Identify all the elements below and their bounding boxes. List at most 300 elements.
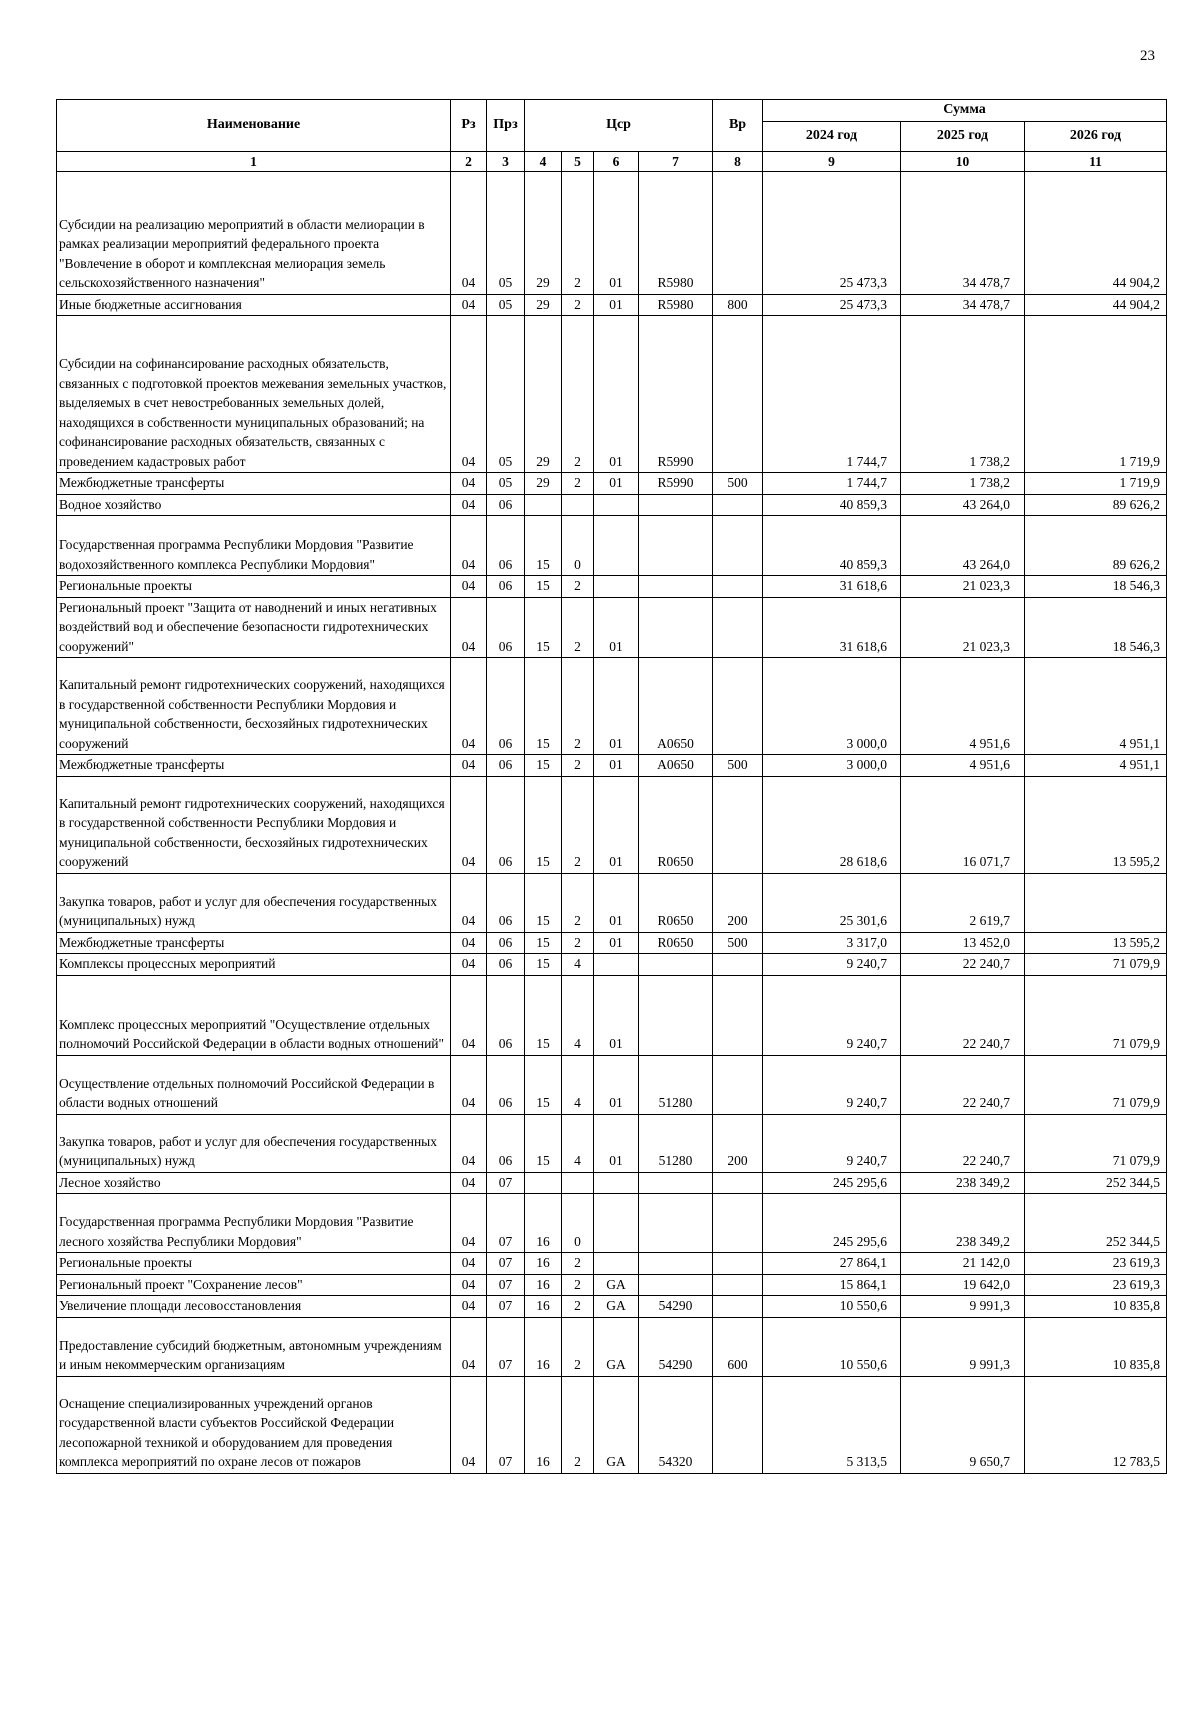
row-prz: 07 bbox=[487, 1376, 525, 1473]
row-csr-4 bbox=[639, 1274, 713, 1296]
row-rz: 04 bbox=[451, 932, 487, 954]
row-csr-2: 2 bbox=[562, 1296, 594, 1318]
row-csr-4 bbox=[639, 1172, 713, 1194]
row-csr-1: 15 bbox=[525, 658, 562, 755]
row-rz: 04 bbox=[451, 658, 487, 755]
row-csr-1: 16 bbox=[525, 1274, 562, 1296]
row-sum-2026: 89 626,2 bbox=[1025, 494, 1167, 516]
row-name: Субсидии на реализацию мероприятий в области мелиорации в рамках реализации мероприятий федерального проекта "Вовлечение в оборот и комплексная мелиорация земель сельскохозяйственного назначения" bbox=[57, 171, 451, 294]
row-sum-2025: 238 349,2 bbox=[901, 1172, 1025, 1194]
row-csr-2: 2 bbox=[562, 316, 594, 473]
row-name: Региональный проект "Сохранение лесов" bbox=[57, 1274, 451, 1296]
row-name: Закупка товаров, работ и услуг для обеспечения государственных (муниципальных) нужд bbox=[57, 1114, 451, 1172]
row-csr-4: 54290 bbox=[639, 1296, 713, 1318]
row-csr-1: 15 bbox=[525, 932, 562, 954]
table-row bbox=[57, 576, 1167, 598]
row-sum-2026: 23 619,3 bbox=[1025, 1274, 1167, 1296]
row-sum-2025: 1 738,2 bbox=[901, 473, 1025, 495]
row-sum-2026: 10 835,8 bbox=[1025, 1296, 1167, 1318]
row-sum-2024: 9 240,7 bbox=[763, 1114, 901, 1172]
column-number: 9 bbox=[763, 151, 901, 171]
row-vr bbox=[713, 316, 763, 473]
row-prz: 06 bbox=[487, 975, 525, 1055]
row-rz: 04 bbox=[451, 1376, 487, 1473]
row-sum-2024: 245 295,6 bbox=[763, 1172, 901, 1194]
row-prz: 06 bbox=[487, 1114, 525, 1172]
row-name: Капитальный ремонт гидротехнических сооружений, находящихся в государственной собственности Республики Мордовия и муниципальной собственности, бесхозяйных гидротехнических сооружений bbox=[57, 776, 451, 873]
row-sum-2024: 28 618,6 bbox=[763, 776, 901, 873]
table-row bbox=[57, 975, 1167, 1055]
row-name: Комплексы процессных мероприятий bbox=[57, 954, 451, 976]
row-vr: 500 bbox=[713, 755, 763, 777]
table-row bbox=[57, 658, 1167, 755]
row-sum-2025: 19 642,0 bbox=[901, 1274, 1025, 1296]
row-sum-2025: 22 240,7 bbox=[901, 954, 1025, 976]
row-name: Межбюджетные трансферты bbox=[57, 755, 451, 777]
row-prz: 07 bbox=[487, 1194, 525, 1253]
row-name: Закупка товаров, работ и услуг для обеспечения государственных (муниципальных) нужд bbox=[57, 873, 451, 932]
table-row bbox=[57, 494, 1167, 516]
row-vr bbox=[713, 1296, 763, 1318]
row-name: Межбюджетные трансферты bbox=[57, 473, 451, 495]
row-csr-1: 15 bbox=[525, 755, 562, 777]
row-csr-1: 29 bbox=[525, 473, 562, 495]
row-sum-2026: 71 079,9 bbox=[1025, 1055, 1167, 1114]
row-rz: 04 bbox=[451, 1172, 487, 1194]
table-row bbox=[57, 1114, 1167, 1172]
table-row bbox=[57, 776, 1167, 873]
row-csr-1: 15 bbox=[525, 975, 562, 1055]
row-vr: 200 bbox=[713, 1114, 763, 1172]
row-rz: 04 bbox=[451, 954, 487, 976]
row-csr-2 bbox=[562, 494, 594, 516]
row-sum-2026: 252 344,5 bbox=[1025, 1194, 1167, 1253]
row-csr-1 bbox=[525, 1172, 562, 1194]
row-sum-2024: 9 240,7 bbox=[763, 1055, 901, 1114]
row-sum-2024: 27 864,1 bbox=[763, 1253, 901, 1275]
row-prz: 05 bbox=[487, 473, 525, 495]
column-number: 10 bbox=[901, 151, 1025, 171]
row-vr: 200 bbox=[713, 873, 763, 932]
row-name: Межбюджетные трансферты bbox=[57, 932, 451, 954]
row-csr-1: 16 bbox=[525, 1194, 562, 1253]
row-csr-3 bbox=[594, 1194, 639, 1253]
row-prz: 06 bbox=[487, 597, 525, 658]
row-vr bbox=[713, 1172, 763, 1194]
row-sum-2024: 3 000,0 bbox=[763, 658, 901, 755]
row-rz: 04 bbox=[451, 755, 487, 777]
row-csr-1: 15 bbox=[525, 954, 562, 976]
header-year-2026: 2026 год bbox=[1025, 121, 1167, 151]
column-number: 1 bbox=[57, 151, 451, 171]
row-sum-2026: 89 626,2 bbox=[1025, 516, 1167, 576]
row-name: Региональный проект "Защита от наводнений и иных негативных воздействий вод и обеспечение безопасности гидротехнических сооружений" bbox=[57, 597, 451, 658]
row-sum-2025: 16 071,7 bbox=[901, 776, 1025, 873]
row-csr-2: 0 bbox=[562, 1194, 594, 1253]
row-csr-2: 2 bbox=[562, 171, 594, 294]
row-name: Увеличение площади лесовосстановления bbox=[57, 1296, 451, 1318]
row-name: Региональные проекты bbox=[57, 576, 451, 598]
row-csr-2: 2 bbox=[562, 473, 594, 495]
row-csr-3: 01 bbox=[594, 473, 639, 495]
row-sum-2024: 10 550,6 bbox=[763, 1296, 901, 1318]
row-rz: 04 bbox=[451, 975, 487, 1055]
row-vr bbox=[713, 1253, 763, 1275]
row-csr-3 bbox=[594, 1253, 639, 1275]
table-row bbox=[57, 1376, 1167, 1473]
table-header bbox=[57, 100, 1167, 172]
column-number: 8 bbox=[713, 151, 763, 171]
row-sum-2026: 44 904,2 bbox=[1025, 171, 1167, 294]
row-csr-2: 2 bbox=[562, 932, 594, 954]
row-sum-2024: 9 240,7 bbox=[763, 975, 901, 1055]
row-sum-2024: 25 301,6 bbox=[763, 873, 901, 932]
row-rz: 04 bbox=[451, 873, 487, 932]
row-rz: 04 bbox=[451, 576, 487, 598]
row-prz: 06 bbox=[487, 1055, 525, 1114]
table-row bbox=[57, 1317, 1167, 1376]
row-name: Государственная программа Республики Мордовия "Развитие лесного хозяйства Республики Мордовия" bbox=[57, 1194, 451, 1253]
row-rz: 04 bbox=[451, 1253, 487, 1275]
row-vr: 600 bbox=[713, 1317, 763, 1376]
column-number: 2 bbox=[451, 151, 487, 171]
row-csr-2: 2 bbox=[562, 1253, 594, 1275]
row-csr-4 bbox=[639, 1253, 713, 1275]
row-csr-3: 01 bbox=[594, 1114, 639, 1172]
row-name: Субсидии на софинансирование расходных обязательств, связанных с подготовкой проектов межевания земельных участков, выделяемых в счет невостребованных земельных долей, находящихся в собственности муниципальных образований; на софинансирование расходных обязательств, связанных с проведением кадастровых работ bbox=[57, 316, 451, 473]
column-number: 5 bbox=[562, 151, 594, 171]
budget-table bbox=[56, 99, 1167, 1474]
row-csr-3 bbox=[594, 954, 639, 976]
row-csr-4: R0650 bbox=[639, 776, 713, 873]
table-row bbox=[57, 1296, 1167, 1318]
row-sum-2024: 10 550,6 bbox=[763, 1317, 901, 1376]
row-rz: 04 bbox=[451, 776, 487, 873]
table-row bbox=[57, 316, 1167, 473]
row-csr-1: 15 bbox=[525, 597, 562, 658]
table-row bbox=[57, 294, 1167, 316]
row-rz: 04 bbox=[451, 294, 487, 316]
row-prz: 06 bbox=[487, 576, 525, 598]
row-sum-2024: 245 295,6 bbox=[763, 1194, 901, 1253]
row-csr-4: 54320 bbox=[639, 1376, 713, 1473]
row-vr bbox=[713, 171, 763, 294]
row-csr-4: R0650 bbox=[639, 873, 713, 932]
row-vr: 800 bbox=[713, 294, 763, 316]
table-body bbox=[57, 171, 1167, 1473]
row-csr-4 bbox=[639, 576, 713, 598]
row-sum-2026: 10 835,8 bbox=[1025, 1317, 1167, 1376]
row-sum-2025: 22 240,7 bbox=[901, 975, 1025, 1055]
row-sum-2024: 3 000,0 bbox=[763, 755, 901, 777]
row-sum-2024: 1 744,7 bbox=[763, 316, 901, 473]
row-vr bbox=[713, 975, 763, 1055]
row-vr bbox=[713, 516, 763, 576]
table-row bbox=[57, 755, 1167, 777]
row-sum-2026: 23 619,3 bbox=[1025, 1253, 1167, 1275]
row-csr-4: R5980 bbox=[639, 294, 713, 316]
row-csr-4: R5980 bbox=[639, 171, 713, 294]
row-rz: 04 bbox=[451, 1296, 487, 1318]
row-csr-4 bbox=[639, 1194, 713, 1253]
row-vr bbox=[713, 776, 763, 873]
row-csr-4: 51280 bbox=[639, 1114, 713, 1172]
row-csr-4: 54290 bbox=[639, 1317, 713, 1376]
row-sum-2024: 25 473,3 bbox=[763, 294, 901, 316]
row-prz: 07 bbox=[487, 1253, 525, 1275]
row-sum-2026: 13 595,2 bbox=[1025, 932, 1167, 954]
row-prz: 05 bbox=[487, 316, 525, 473]
row-sum-2025: 13 452,0 bbox=[901, 932, 1025, 954]
row-csr-2: 4 bbox=[562, 975, 594, 1055]
row-name: Оснащение специализированных учреждений органов государственной власти субъектов Российской Федерации лесопожарной техникой и оборудованием для проведения комплекса мероприятий по охране лесов от пожаров bbox=[57, 1376, 451, 1473]
row-vr bbox=[713, 597, 763, 658]
row-rz: 04 bbox=[451, 316, 487, 473]
row-csr-3: GA bbox=[594, 1317, 639, 1376]
table-row bbox=[57, 1055, 1167, 1114]
row-sum-2026: 1 719,9 bbox=[1025, 473, 1167, 495]
row-csr-2: 4 bbox=[562, 1114, 594, 1172]
row-csr-4: R5990 bbox=[639, 473, 713, 495]
row-sum-2026: 252 344,5 bbox=[1025, 1172, 1167, 1194]
row-sum-2024: 9 240,7 bbox=[763, 954, 901, 976]
row-sum-2026: 71 079,9 bbox=[1025, 954, 1167, 976]
row-csr-4 bbox=[639, 516, 713, 576]
row-csr-4 bbox=[639, 494, 713, 516]
row-csr-2: 4 bbox=[562, 954, 594, 976]
row-sum-2025: 21 142,0 bbox=[901, 1253, 1025, 1275]
row-csr-3: 01 bbox=[594, 171, 639, 294]
row-rz: 04 bbox=[451, 1055, 487, 1114]
row-sum-2025: 43 264,0 bbox=[901, 494, 1025, 516]
column-number: 7 bbox=[639, 151, 713, 171]
row-csr-3 bbox=[594, 1172, 639, 1194]
row-prz: 06 bbox=[487, 658, 525, 755]
row-prz: 07 bbox=[487, 1274, 525, 1296]
row-sum-2024: 40 859,3 bbox=[763, 516, 901, 576]
table-row bbox=[57, 473, 1167, 495]
row-prz: 05 bbox=[487, 294, 525, 316]
row-sum-2025: 9 650,7 bbox=[901, 1376, 1025, 1473]
row-sum-2025: 43 264,0 bbox=[901, 516, 1025, 576]
row-csr-1: 15 bbox=[525, 1055, 562, 1114]
row-csr-2: 0 bbox=[562, 516, 594, 576]
row-prz: 06 bbox=[487, 516, 525, 576]
row-prz: 07 bbox=[487, 1317, 525, 1376]
row-sum-2025: 21 023,3 bbox=[901, 576, 1025, 598]
row-csr-3: 01 bbox=[594, 932, 639, 954]
row-sum-2026: 1 719,9 bbox=[1025, 316, 1167, 473]
row-rz: 04 bbox=[451, 1194, 487, 1253]
row-csr-4: A0650 bbox=[639, 658, 713, 755]
row-csr-2: 2 bbox=[562, 755, 594, 777]
column-number: 3 bbox=[487, 151, 525, 171]
row-rz: 04 bbox=[451, 171, 487, 294]
header-sum: Сумма bbox=[763, 100, 1167, 122]
row-csr-3: GA bbox=[594, 1296, 639, 1318]
row-csr-3: GA bbox=[594, 1376, 639, 1473]
table-row bbox=[57, 171, 1167, 294]
row-csr-1: 15 bbox=[525, 516, 562, 576]
row-csr-4 bbox=[639, 975, 713, 1055]
row-sum-2026: 71 079,9 bbox=[1025, 975, 1167, 1055]
row-prz: 06 bbox=[487, 873, 525, 932]
row-sum-2024: 15 864,1 bbox=[763, 1274, 901, 1296]
row-sum-2025: 4 951,6 bbox=[901, 658, 1025, 755]
row-vr bbox=[713, 1274, 763, 1296]
header-vr: Вр bbox=[713, 100, 763, 152]
row-csr-3: 01 bbox=[594, 776, 639, 873]
row-name: Лесное хозяйство bbox=[57, 1172, 451, 1194]
row-csr-2: 2 bbox=[562, 776, 594, 873]
column-number: 4 bbox=[525, 151, 562, 171]
row-vr bbox=[713, 576, 763, 598]
row-vr bbox=[713, 1055, 763, 1114]
row-sum-2025: 9 991,3 bbox=[901, 1296, 1025, 1318]
table-row bbox=[57, 954, 1167, 976]
table-row bbox=[57, 1274, 1167, 1296]
row-csr-3 bbox=[594, 494, 639, 516]
row-name: Осуществление отдельных полномочий Российской Федерации в области водных отношений bbox=[57, 1055, 451, 1114]
row-csr-4: A0650 bbox=[639, 755, 713, 777]
row-csr-4: R5990 bbox=[639, 316, 713, 473]
row-vr bbox=[713, 658, 763, 755]
row-csr-1: 15 bbox=[525, 873, 562, 932]
row-csr-2: 2 bbox=[562, 1317, 594, 1376]
row-sum-2025: 34 478,7 bbox=[901, 294, 1025, 316]
row-sum-2026 bbox=[1025, 873, 1167, 932]
row-prz: 07 bbox=[487, 1296, 525, 1318]
row-sum-2026: 4 951,1 bbox=[1025, 755, 1167, 777]
row-rz: 04 bbox=[451, 1274, 487, 1296]
table-row bbox=[57, 932, 1167, 954]
row-csr-4 bbox=[639, 597, 713, 658]
row-csr-4: 51280 bbox=[639, 1055, 713, 1114]
row-prz: 06 bbox=[487, 755, 525, 777]
row-csr-3: 01 bbox=[594, 873, 639, 932]
row-sum-2024: 1 744,7 bbox=[763, 473, 901, 495]
row-csr-2: 2 bbox=[562, 576, 594, 598]
row-sum-2025: 21 023,3 bbox=[901, 597, 1025, 658]
row-csr-4: R0650 bbox=[639, 932, 713, 954]
row-sum-2026: 4 951,1 bbox=[1025, 658, 1167, 755]
row-csr-1 bbox=[525, 494, 562, 516]
page-number: 23 bbox=[1140, 48, 1155, 64]
row-name: Комплекс процессных мероприятий "Осуществление отдельных полномочий Российской Федерации в области водных отношений" bbox=[57, 975, 451, 1055]
row-sum-2024: 5 313,5 bbox=[763, 1376, 901, 1473]
row-vr bbox=[713, 1194, 763, 1253]
row-csr-1: 29 bbox=[525, 294, 562, 316]
row-sum-2024: 31 618,6 bbox=[763, 576, 901, 598]
row-sum-2025: 34 478,7 bbox=[901, 171, 1025, 294]
row-csr-2: 2 bbox=[562, 597, 594, 658]
row-vr bbox=[713, 1376, 763, 1473]
row-prz: 06 bbox=[487, 494, 525, 516]
row-sum-2025: 238 349,2 bbox=[901, 1194, 1025, 1253]
row-name: Водное хозяйство bbox=[57, 494, 451, 516]
row-name: Государственная программа Республики Мордовия "Развитие водохозяйственного комплекса Республики Мордовия" bbox=[57, 516, 451, 576]
column-number: 11 bbox=[1025, 151, 1167, 171]
header-year-2024: 2024 год bbox=[763, 121, 901, 151]
row-csr-2 bbox=[562, 1172, 594, 1194]
row-csr-2: 2 bbox=[562, 658, 594, 755]
table-row bbox=[57, 1172, 1167, 1194]
column-numbers-row bbox=[57, 151, 1167, 171]
row-rz: 04 bbox=[451, 1114, 487, 1172]
row-rz: 04 bbox=[451, 494, 487, 516]
row-rz: 04 bbox=[451, 1317, 487, 1376]
row-csr-3: GA bbox=[594, 1274, 639, 1296]
row-csr-1: 16 bbox=[525, 1253, 562, 1275]
row-csr-3: 01 bbox=[594, 1055, 639, 1114]
header-prz: Прз bbox=[487, 100, 525, 152]
row-name: Региональные проекты bbox=[57, 1253, 451, 1275]
table-row bbox=[57, 597, 1167, 658]
row-csr-1: 15 bbox=[525, 576, 562, 598]
row-csr-3: 01 bbox=[594, 597, 639, 658]
row-rz: 04 bbox=[451, 597, 487, 658]
row-name: Предоставление субсидий бюджетным, автономным учреждениям и иным некоммерческим организациям bbox=[57, 1317, 451, 1376]
row-sum-2026: 18 546,3 bbox=[1025, 597, 1167, 658]
row-sum-2024: 40 859,3 bbox=[763, 494, 901, 516]
row-csr-3 bbox=[594, 576, 639, 598]
row-sum-2026: 44 904,2 bbox=[1025, 294, 1167, 316]
row-csr-3: 01 bbox=[594, 755, 639, 777]
table-row bbox=[57, 1253, 1167, 1275]
row-csr-2: 2 bbox=[562, 873, 594, 932]
row-sum-2025: 22 240,7 bbox=[901, 1114, 1025, 1172]
row-csr-3 bbox=[594, 516, 639, 576]
row-sum-2025: 9 991,3 bbox=[901, 1317, 1025, 1376]
row-csr-3: 01 bbox=[594, 294, 639, 316]
row-csr-2: 2 bbox=[562, 1376, 594, 1473]
row-csr-1: 15 bbox=[525, 1114, 562, 1172]
row-sum-2026: 12 783,5 bbox=[1025, 1376, 1167, 1473]
header-year-2025: 2025 год bbox=[901, 121, 1025, 151]
row-sum-2026: 71 079,9 bbox=[1025, 1114, 1167, 1172]
row-csr-2: 2 bbox=[562, 1274, 594, 1296]
header-rz: Рз bbox=[451, 100, 487, 152]
row-rz: 04 bbox=[451, 473, 487, 495]
row-prz: 07 bbox=[487, 1172, 525, 1194]
row-sum-2025: 1 738,2 bbox=[901, 316, 1025, 473]
row-csr-1: 16 bbox=[525, 1376, 562, 1473]
table-row bbox=[57, 516, 1167, 576]
row-vr: 500 bbox=[713, 473, 763, 495]
row-sum-2026: 13 595,2 bbox=[1025, 776, 1167, 873]
row-vr bbox=[713, 494, 763, 516]
column-number: 6 bbox=[594, 151, 639, 171]
row-sum-2025: 22 240,7 bbox=[901, 1055, 1025, 1114]
row-name: Иные бюджетные ассигнования bbox=[57, 294, 451, 316]
row-csr-1: 29 bbox=[525, 316, 562, 473]
header-name: Наименование bbox=[57, 100, 451, 152]
row-rz: 04 bbox=[451, 516, 487, 576]
row-csr-1: 15 bbox=[525, 776, 562, 873]
row-csr-1: 16 bbox=[525, 1296, 562, 1318]
row-csr-3: 01 bbox=[594, 975, 639, 1055]
row-vr: 500 bbox=[713, 932, 763, 954]
row-sum-2025: 2 619,7 bbox=[901, 873, 1025, 932]
row-sum-2026: 18 546,3 bbox=[1025, 576, 1167, 598]
row-csr-2: 2 bbox=[562, 294, 594, 316]
row-sum-2025: 4 951,6 bbox=[901, 755, 1025, 777]
row-csr-1: 16 bbox=[525, 1317, 562, 1376]
row-sum-2024: 31 618,6 bbox=[763, 597, 901, 658]
row-prz: 06 bbox=[487, 932, 525, 954]
row-prz: 05 bbox=[487, 171, 525, 294]
row-sum-2024: 3 317,0 bbox=[763, 932, 901, 954]
